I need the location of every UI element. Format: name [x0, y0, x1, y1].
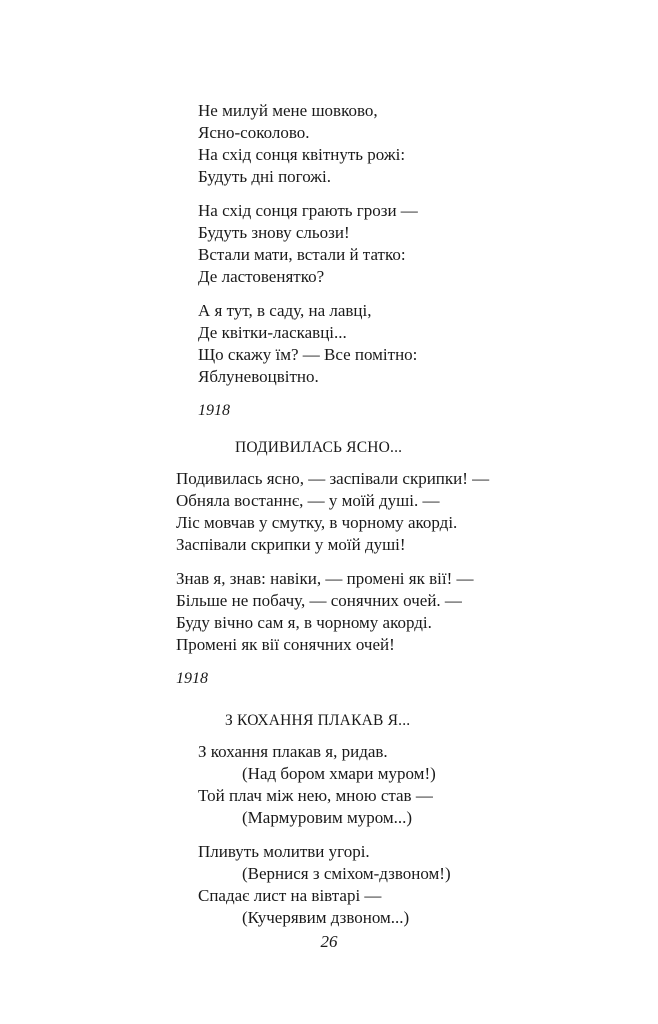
verse-line-refrain: (Над бором хмари муром!): [242, 764, 436, 783]
verse-line: Більше не побачу, — сонячних очей. —: [176, 591, 462, 610]
verse-line: Ліс мовчав у смутку, в чорному акорді.: [176, 513, 458, 532]
poem-2-title-wrap: [235, 437, 402, 459]
stanza: [198, 100, 418, 188]
verse-line: Спадає лист на вівтарі —: [198, 886, 382, 905]
verse-line: Буду вічно сам я, в чорному акорді.: [176, 613, 432, 632]
poem-title: З КОХАННЯ ПЛАКАВ Я...: [225, 712, 411, 729]
poem-2: [176, 468, 489, 690]
poem-date: 1918: [198, 402, 230, 419]
verse-line: Заспівали скрипки у моїй душі!: [176, 535, 406, 554]
stanza: [176, 568, 489, 656]
verse-line: Яблуневоцвітно.: [198, 367, 319, 386]
verse-line-refrain: (Мармуровим муром...): [242, 808, 413, 827]
poem-3-title-wrap: [225, 710, 410, 732]
stanza: [198, 741, 451, 829]
verse-line: На схід сонця квітнуть рожі:: [198, 145, 406, 164]
verse-line-refrain: (Вернися з сміхом-дзвоном!): [242, 864, 451, 883]
verse-line: А я тут, в саду, на лавці,: [198, 301, 372, 320]
poem-3: [198, 741, 451, 941]
verse-line: Де ластовенятко?: [198, 267, 325, 286]
verse-line: На схід сонця грають грози —: [198, 201, 418, 220]
verse-line: Не милуй мене шовково,: [198, 101, 378, 120]
verse-line: Подивилась ясно, — заспівали скрипки! —: [176, 469, 490, 488]
page-number: 26: [320, 932, 338, 951]
stanza: [176, 468, 489, 556]
verse-line: Що скажу їм? — Все помітно:: [198, 345, 418, 364]
stanza: [198, 200, 418, 288]
verse-line: Будуть знову сльози!: [198, 223, 350, 242]
verse-line-refrain: (Кучерявим дзвоном...): [242, 908, 410, 927]
stanza: [198, 841, 451, 929]
stanza: [198, 300, 418, 388]
verse-line: Обняла востаннє, — у моїй душі. —: [176, 491, 440, 510]
verse-line: Встали мати, встали й татко:: [198, 245, 406, 264]
verse-line: Промені як вії сонячних очей!: [176, 635, 395, 654]
verse-line: Той плач між нею, мною став —: [198, 786, 433, 805]
verse-line: З кохання плакав я, ридав.: [198, 742, 388, 761]
verse-line: Знав я, знав: навіки, — промені як вії! —: [176, 569, 474, 588]
verse-line: Де квітки-ласкавці...: [198, 323, 347, 342]
verse-line: Будуть дні погожі.: [198, 167, 332, 186]
verse-line: Пливуть молитви угорі.: [198, 842, 370, 861]
verse-line: Ясно-соколово.: [198, 123, 310, 142]
poem-1: [198, 100, 418, 422]
poem-title: ПОДИВИЛАСЬ ЯСНО...: [235, 439, 403, 456]
poem-date: 1918: [176, 670, 208, 687]
